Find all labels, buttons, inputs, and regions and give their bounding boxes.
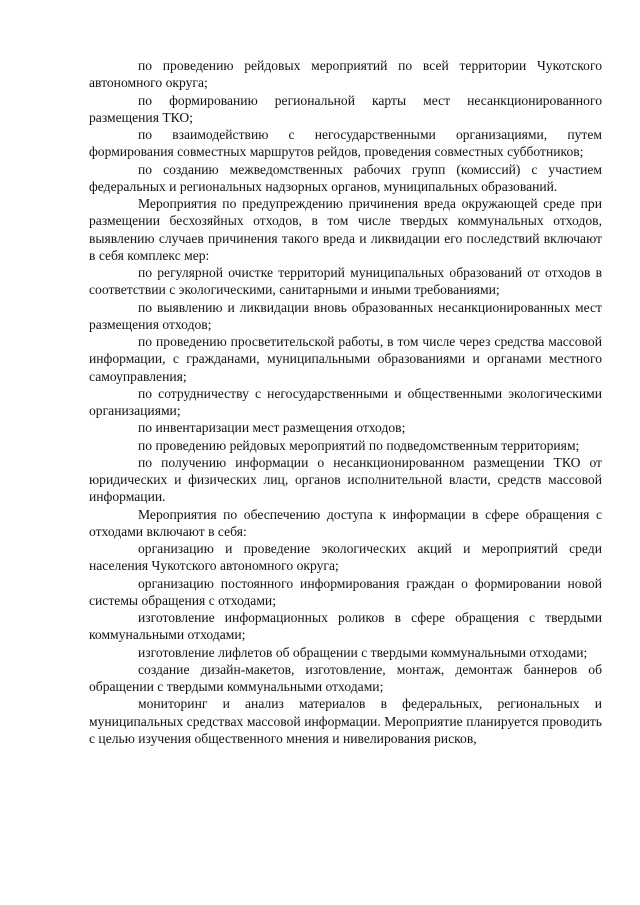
paragraph-11: по проведению рейдовых мероприятий по подведомственным территориям;	[138, 437, 580, 453]
paragraph-10: по инвентаризации мест размещения отходов;	[138, 420, 406, 436]
paragraph-5: Мероприятия по предупреждению причинения вреда окружающей среде при размещении бесхозяйных отходов, в том числе твердых коммунальных отходов, выявлению случаев причинения такого вреда и ликвидации его последствий включают в себя комплекс мер:	[89, 196, 602, 263]
paragraph-2: по формированию региональной карты мест несанкционированного размещения ТКО;	[89, 92, 602, 125]
paragraph-6: по регулярной очистке территорий муниципальных образований от отходов в соответствии с экологическими, санитарными и иными требованиями;	[89, 265, 602, 298]
paragraph-18: создание дизайн-макетов, изготовление, монтаж, демонтаж баннеров об обращении с твердыми коммунальными отходами;	[89, 661, 602, 694]
paragraph-8: по проведению просветительской работы, в том числе через средства массовой информации, с гражданами, муниципальными образованиями и органами местного самоуправления;	[89, 334, 602, 384]
paragraph-17: изготовление лифлетов об обращении с твердыми коммунальными отходами;	[138, 644, 588, 660]
paragraph-14: организацию и проведение экологических акций и мероприятий среди населения Чукотского автономного округа;	[89, 541, 602, 574]
paragraph-19: мониторинг и анализ материалов в федеральных, региональных и муниципальных средствах массовой информации. Мероприятие планируется проводить с целью изучения общественного мнения и нивелирования рисков,	[89, 696, 602, 746]
paragraph-16: изготовление информационных роликов в сфере обращения с твердыми коммунальными отходами;	[89, 610, 602, 643]
document-body	[89, 57, 602, 747]
paragraph-4: по созданию межведомственных рабочих групп (комиссий) с участием федеральных и региональных надзорных органов, муниципальных образований.	[89, 161, 602, 194]
paragraph-9: по сотрудничеству с негосударственными и общественными экологическими организациями;	[89, 385, 602, 418]
paragraph-7: по выявлению и ликвидации вновь образованных несанкционированных мест размещения отходов;	[89, 299, 602, 332]
paragraph-15: организацию постоянного информирования граждан о формировании новой системы обращения с отходами;	[89, 575, 602, 608]
paragraph-3: по взаимодействию с негосударственными организациями, путем формирования совместных маршрутов рейдов, проведения совместных субботников;	[89, 127, 602, 160]
paragraph-12: по получению информации о несанкционированном размещении ТКО от юридических и физических лиц, органов исполнительной власти, средств массовой информации.	[89, 454, 602, 505]
paragraph-13: Мероприятия по обеспечению доступа к информации в сфере обращения с отходами включают в себя:	[89, 506, 602, 539]
paragraph-1: по проведению рейдовых мероприятий по всей территории Чукотского автономного округа;	[89, 58, 602, 91]
